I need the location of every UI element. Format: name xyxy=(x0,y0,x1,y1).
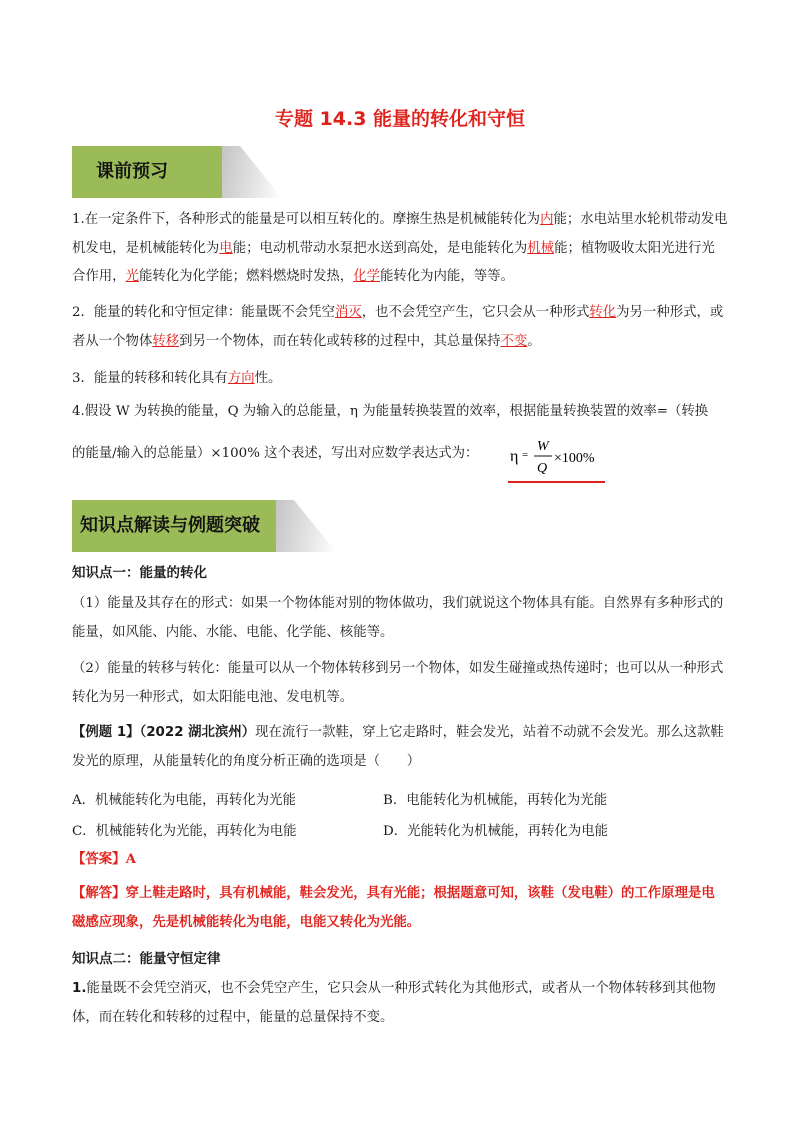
kp2-paragraph-1: 1.能量既不会凭空消灭，也不会凭空产生，它只会从一种形式转化为其他形式，或者从一个物体转移到其他物体，而在转化和转移的过程中，能量的总量保持不变。 xyxy=(72,981,716,1025)
answer-blank: 方向 xyxy=(227,371,255,386)
formula-denominator: Q xyxy=(537,461,548,476)
preview-paragraph-1: 1.在一定条件下，各种形式的能量是可以相互转化的。摩擦生热是机械能转化为内能；水电站里水轮机带动发电机发电，是机械能转化为电能；电动机带动水泵把水送到高处，是电能转化为机械能；植物吸收太阳光进行光合作用，光能转化为化学能；燃料燃烧时发热，化学能转化为内能，等等。 xyxy=(72,212,728,284)
option-a: A．机械能转化为电能，再转化为光能 xyxy=(72,793,296,808)
p4-line-2: 的能量/输入的总能量）×100% 这个表述，写出对应数学表达式为： xyxy=(72,446,479,461)
answer-tag: 【答案】 xyxy=(72,851,126,867)
option-d: D．光能转化为机械能，再转化为电能 xyxy=(383,824,608,839)
kp1-paragraph-1: （1）能量及其存在的形式：如果一个物体能对别的物体做功，我们就说这个物体具有能。自然界有多种形式的能量，如风能、内能、水能、电能、化学能、核能等。 xyxy=(72,596,724,640)
section-banner-knowledge xyxy=(72,500,334,552)
answer-value: A xyxy=(125,851,136,867)
efficiency-formula xyxy=(508,434,608,484)
formula-equals: = xyxy=(522,449,529,461)
answer-line xyxy=(72,845,728,874)
kp1-paragraph-2: （2）能量的转移与转化：能量可以从一个物体转移到另一个物体，如发生碰撞或热传递时；也可以从一种形式转化为另一种形式，如太阳能电池、发电机等。 xyxy=(72,661,724,705)
preview-paragraph-3: 3．能量的转移和转化具有方向性。 xyxy=(72,371,282,386)
page-title: 专题 14.3 能量的转化和守恒 xyxy=(274,108,526,130)
answer-blank: 转化 xyxy=(589,305,617,320)
answer-blank: 不变 xyxy=(500,333,528,349)
example-tag: 【例题 1】 xyxy=(72,725,140,740)
formula-answer-underline xyxy=(508,481,605,483)
answer-blank: 电 xyxy=(219,240,233,256)
answer-blank: 转移 xyxy=(152,333,180,349)
example-1-stem: 【例题 1】（2022 湖北滨州）现在流行一款鞋，穿上它走路时，鞋会发光，站着不动就不会发光。那么这款鞋发光的原理，从能量转化的角度分析正确的选项是（ ） xyxy=(72,725,724,769)
knowledge-point-2-heading: 知识点二：能量守恒定律 xyxy=(72,951,221,967)
answer-blank: 化学 xyxy=(353,269,380,284)
preview-paragraph-4 xyxy=(72,398,728,427)
knowledge-point-1-heading: 知识点一：能量的转化 xyxy=(72,565,207,581)
banner-shadow xyxy=(222,146,282,198)
answer-blank: 消灭 xyxy=(334,305,362,320)
example-source: （2022 湖北滨州） xyxy=(139,725,256,740)
formula-times: ×100% xyxy=(554,451,595,466)
answer-blank: 内 xyxy=(540,212,554,227)
answer-blank: 机械 xyxy=(527,240,555,256)
formula-numerator: W xyxy=(537,439,549,454)
section-banner-preview xyxy=(72,146,282,198)
analysis-tag: 【解答】 xyxy=(72,885,126,901)
option-b: B．电能转化为机械能，再转化为光能 xyxy=(383,793,608,808)
formula-svg xyxy=(508,434,608,480)
banner-shadow xyxy=(276,500,336,552)
preview-paragraph-4b xyxy=(72,440,512,469)
p4-line-1: 4.假设 W 为转换的能量，Q 为输入的总能量，η 为能量转换装置的效率，根据能量转换装置的效率=（转换 xyxy=(72,404,709,419)
option-c: C．机械能转化为光能，再转化为电能 xyxy=(72,824,297,839)
preview-paragraph-2: 2．能量的转化和守恒定律：能量既不会凭空消灭，也不会凭空产生，它只会从一种形式转化为另一种形式，或者从一个物体转移到另一个物体，而在转化或转移的过程中，其总量保持不变。 xyxy=(72,305,724,349)
banner-label: 知识点解读与例题突破 xyxy=(80,515,260,536)
answer-blank: 光 xyxy=(125,269,139,284)
formula-eta: η xyxy=(510,448,519,465)
analysis-paragraph: 【解答】穿上鞋走路时，具有机械能，鞋会发光，具有光能；根据题意可知，该鞋（发电鞋）的工作原理是电磁感应现象，先是机械能转化为电能，电能又转化为光能。 xyxy=(72,885,715,930)
banner-label: 课前预习 xyxy=(96,161,168,182)
